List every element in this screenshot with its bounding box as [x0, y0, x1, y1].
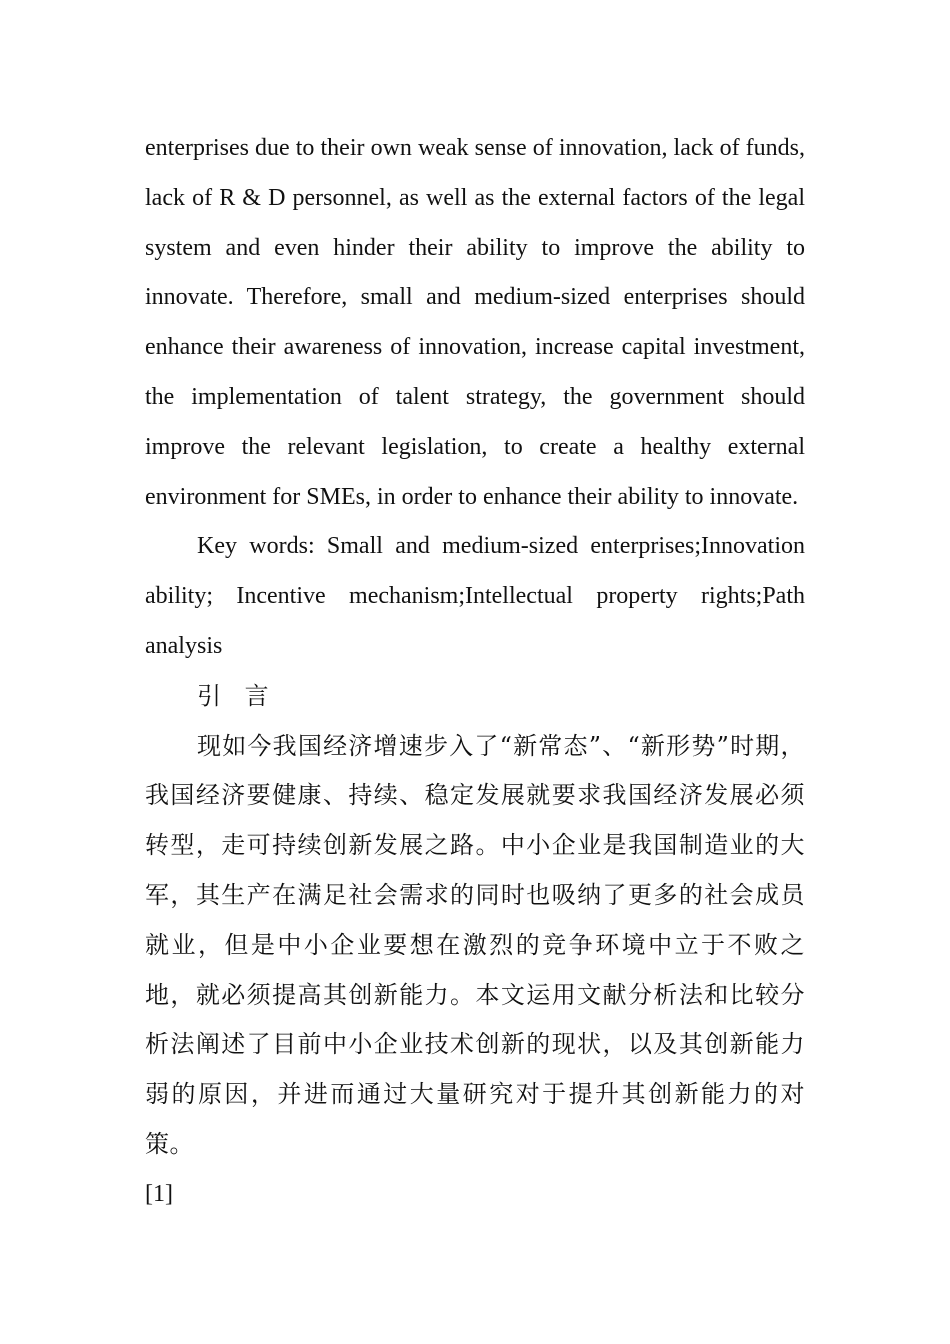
citation-reference: [1] — [145, 1180, 173, 1207]
introduction-heading: 引 言 — [197, 681, 277, 710]
keywords-line: Key words: Small and medium-sized enterprises;Innovation ability; Incentive mechanism;Intellectual property rights;Path analysis — [145, 533, 805, 659]
abstract-continuation: enterprises due to their own weak sense of innovation, lack of funds, lack of R & D personnel, as well as the external factors of the legal system and even hinder their ability to improve the ability to innovate. Therefore, small and medium-sized enterprises should enhance their awareness of innovation, increase capital investment, the implementation of talent strategy, the government should improve the relevant legislation, to create a healthy external environment for SMEs, in order to enhance their ability to innovate. — [145, 135, 805, 510]
document-page — [145, 124, 805, 1220]
introduction-paragraph: 现如今我国经济增速步入了“新常态”、“新形势”时期，我国经济要健康、持续、稳定发展就要求我国经济发展必须转型，走可持续创新发展之路。中小企业是我国制造业的大军，其生产在满足社会需求的同时也吸纳了更多的社会成员就业，但是中小企业要想在激烈的竞争环境中立于不败之地，就必须提高其创新能力。本文运用文献分析法和比较分析法阐述了目前中小企业技术创新的现状，以及其创新能力弱的原因，并进而通过大量研究对于提升其创新能力的对策。 — [145, 731, 805, 1158]
